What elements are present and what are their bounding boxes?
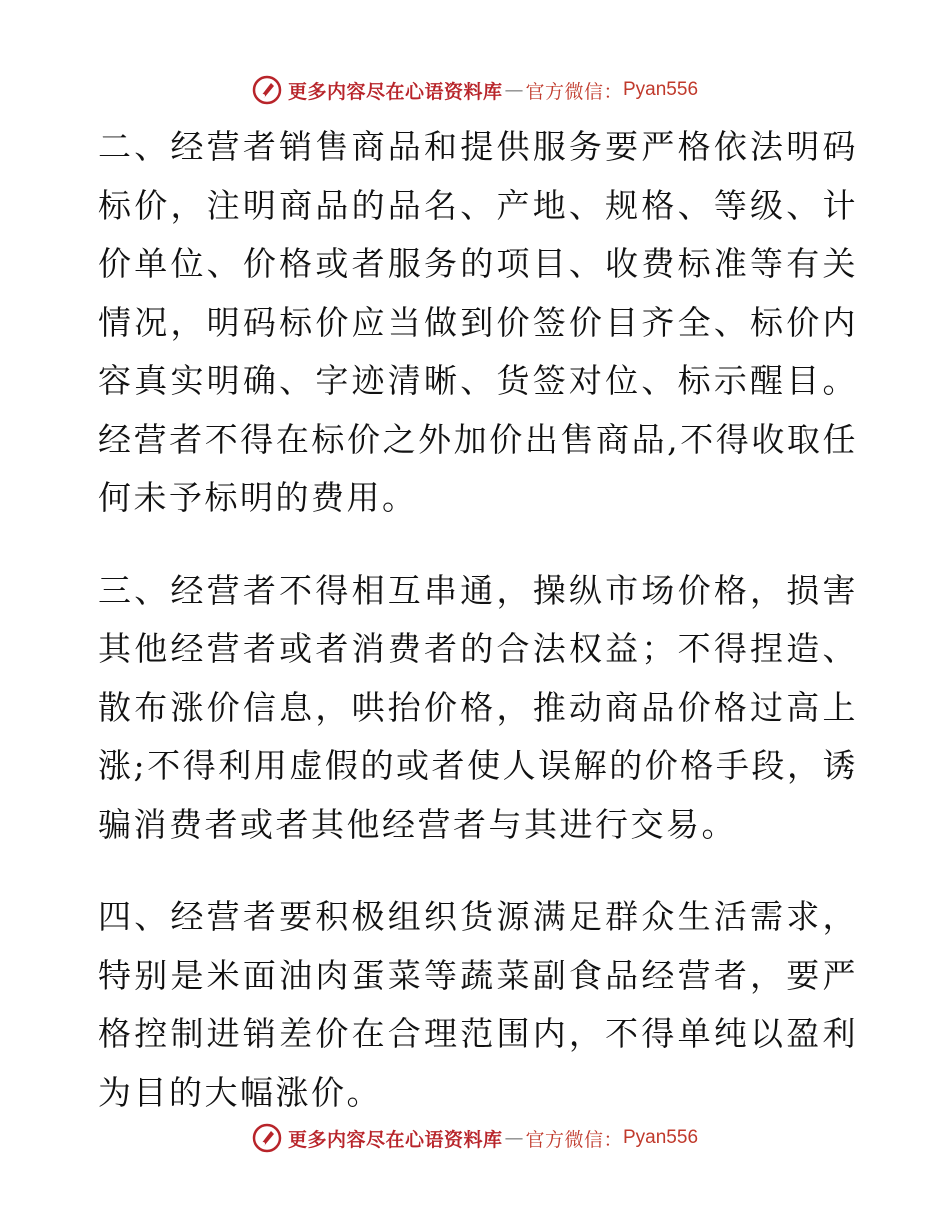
pen-nib-logo-icon <box>252 75 282 105</box>
footer-wechat-id: Pyan556 <box>623 1127 699 1148</box>
paragraph-two: 二、经营者销售商品和提供服务要严格依法明码标价，注明商品的品名、产地、规格、等级、计价单位、价格或者服务的项目、收费标准等有关情况，明码标价应当做到价签价目齐全、标价内容真实明确、字迹清晰、货签对位、标示醒目。经营者不得在标价之外加价出售商品,不得收取任何未予标明的费用。 <box>98 127 858 517</box>
header-site-text: 更多内容尽在心语资料库 <box>287 80 503 103</box>
pen-nib-logo-icon <box>252 1123 282 1153</box>
footer-site-text: 更多内容尽在心语资料库 <box>287 1128 503 1151</box>
header-wechat-id: Pyan556 <box>623 79 699 100</box>
document-body <box>98 118 858 1122</box>
header-banner <box>0 70 950 110</box>
header-wechat-label: 官方微信： <box>525 80 623 103</box>
header-separator: — <box>504 79 524 101</box>
paragraph-three: 三、经营者不得相互串通，操纵市场价格，损害其他经营者或者消费者的合法权益；不得捏造、散布涨价信息，哄抬价格，推动商品价格过高上涨;不得利用虚假的或者使人误解的价格手段，诱骗消费者或者其他经营者与其进行交易。 <box>98 570 858 844</box>
footer-wechat-label: 官方微信： <box>525 1128 623 1151</box>
footer-banner <box>0 1118 950 1158</box>
paragraph-four: 四、经营者要积极组织货源满足群众生活需求，特别是米面油肉蛋菜等蔬菜副食品经营者，要严格控制进销差价在合理范围内，不得单纯以盈利为目的大幅涨价。 <box>98 897 858 1112</box>
footer-separator: — <box>504 1127 524 1149</box>
